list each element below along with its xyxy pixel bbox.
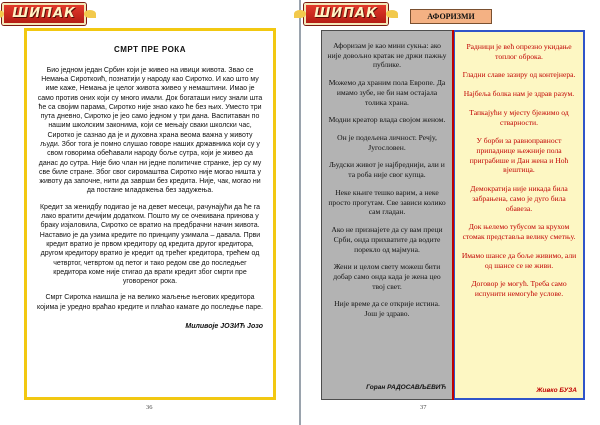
wing-icon (84, 10, 96, 18)
aphorism: Радници је већ опрезно укидање топлог оброка. (466, 42, 572, 61)
aphorisms-column-gray (321, 30, 453, 400)
magazine-logo-left (2, 3, 86, 25)
aphorist-author: Горан РАДОСАВЉЕВИЋ (366, 384, 446, 391)
aphorism: Договор је могућ. Треба само испунити немогуће услове. (471, 279, 567, 298)
aphorism: Афоризам је као мини сукња: ако није довољно кратак не држи пажњу публике. (327, 41, 447, 70)
aphorism: У борби за равноправност припаднице њежније пола приграбише и Дан жена и Ноћ вјештица. (469, 136, 569, 175)
aphorism: Модни креатор влада својом женом. (328, 115, 446, 125)
aphorism: Неке књиге тешко варим, а неке просто прогутам. Све зависи колико сам гладан. (328, 187, 446, 217)
page-number-right: 37 (420, 404, 427, 411)
page-number-left: 36 (146, 404, 153, 411)
aphorism: Најбеља болка нам је здрав разум. (463, 89, 575, 99)
article-frame (24, 28, 276, 400)
article-author: Миливоје ЈОЗИЋ Јозо (185, 323, 263, 331)
aphorism: Док њелемо тубусом за крухом стомак представља велику сметњу. (462, 222, 576, 242)
magazine-logo-right (304, 3, 388, 25)
aphorism: Имамо шансе да боље живимо, али од шансе се не живи. (461, 250, 577, 270)
wing-icon (386, 10, 398, 18)
logo-text: ШИПАК (314, 6, 378, 21)
aphorist-author: Живко БУЗА (536, 387, 577, 394)
article-paragraph: Кредит за женидбу подигао је на девет месеци, рачунајући да ће га лако вратити дечијим додатком. Пошто му се очекивана принова у браку изјаловила, Сиротко се вратио на предбрачни начин живота. Наставио је да узима кредите по принципу узимала – давала. Први кредит вратио је првом кредитору од кредита другог кредитора, другом кредитору вратио је кредит од трећег кредитора, трећем од четвртог, четвртом од петог и тако редом све до последњег кредитора коме није стигао да врати кредит због смрти пре уговореног рока. (39, 203, 261, 286)
aphorism: Људски живот је најбреднији, али и та роба није свог купца. (329, 160, 445, 180)
aphorism: Жени и целом свету можеш бити добар само онда када је жена цео твој свет. (333, 262, 441, 291)
aphorism: Ако не признаjете да су вам преци Срби, онда прихватите да водите порекло од мајмуна. (331, 225, 443, 254)
article-title: СМРТ ПРЕ РОКА (114, 45, 186, 54)
aphorism: Демократија није никада била забрањена, само је дуго била обавеза. (470, 184, 568, 213)
wing-icon (294, 10, 306, 18)
article-paragraph: Смрт Сиротка наишла је на велико жаљење његових кредитора којима је уредно враћао кредите и плаћао камате до последње паре. (37, 294, 263, 311)
aphorism: Он је подељена личност. Речју, Југословен. (337, 133, 437, 152)
aphorism: Гладни славе зазиру од контејнера. (462, 70, 576, 80)
logo-text: ШИПАК (12, 6, 76, 21)
aphorism: Можемо да храним пола Европе. Да имамо зубе, не би нам остајала толика храна. (328, 78, 446, 107)
aphorism: Тапкајући у мјесту бјежимо од стварности. (469, 107, 569, 127)
section-header: АФОРИЗМИ (410, 9, 492, 24)
aphorisms-column-yellow (453, 30, 585, 400)
column-divider (452, 30, 454, 400)
article-paragraph: Био једном један Србин који је живео на ивици живота. Звао се Немања Сироткоић, познатији у народу као Сиротко. И као што му име каже, Немања је целог живота живео у немаштини. Имао је само против оних који су много имали. Док богаташи нису знали шта ће са својим парама, Сиротко није знао како ће без њих. Уместо три пута дневно, Сиротко је јео само једном у три дана. Васпитаван по нашим школским законима, који се мењају сваки школски час, Сиротко је сазнао да је и духовна храна веома важна у животу људи. Због тога је помно слушао говоре наших државника који су у свом говорима обећавали народу боље сутра, који је живео да данас до сутра. Није био члан ни једне политичке странке, јер су му све биле стране. Због свог сиромаштва Сиротко није могао ништа у животу да започне, нити да заврши без кредита. Није, чак, могао ни да постане младожења без задужења. (37, 66, 263, 195)
aphorism: Није време да се открије истина. Још је здраво. (334, 299, 440, 319)
